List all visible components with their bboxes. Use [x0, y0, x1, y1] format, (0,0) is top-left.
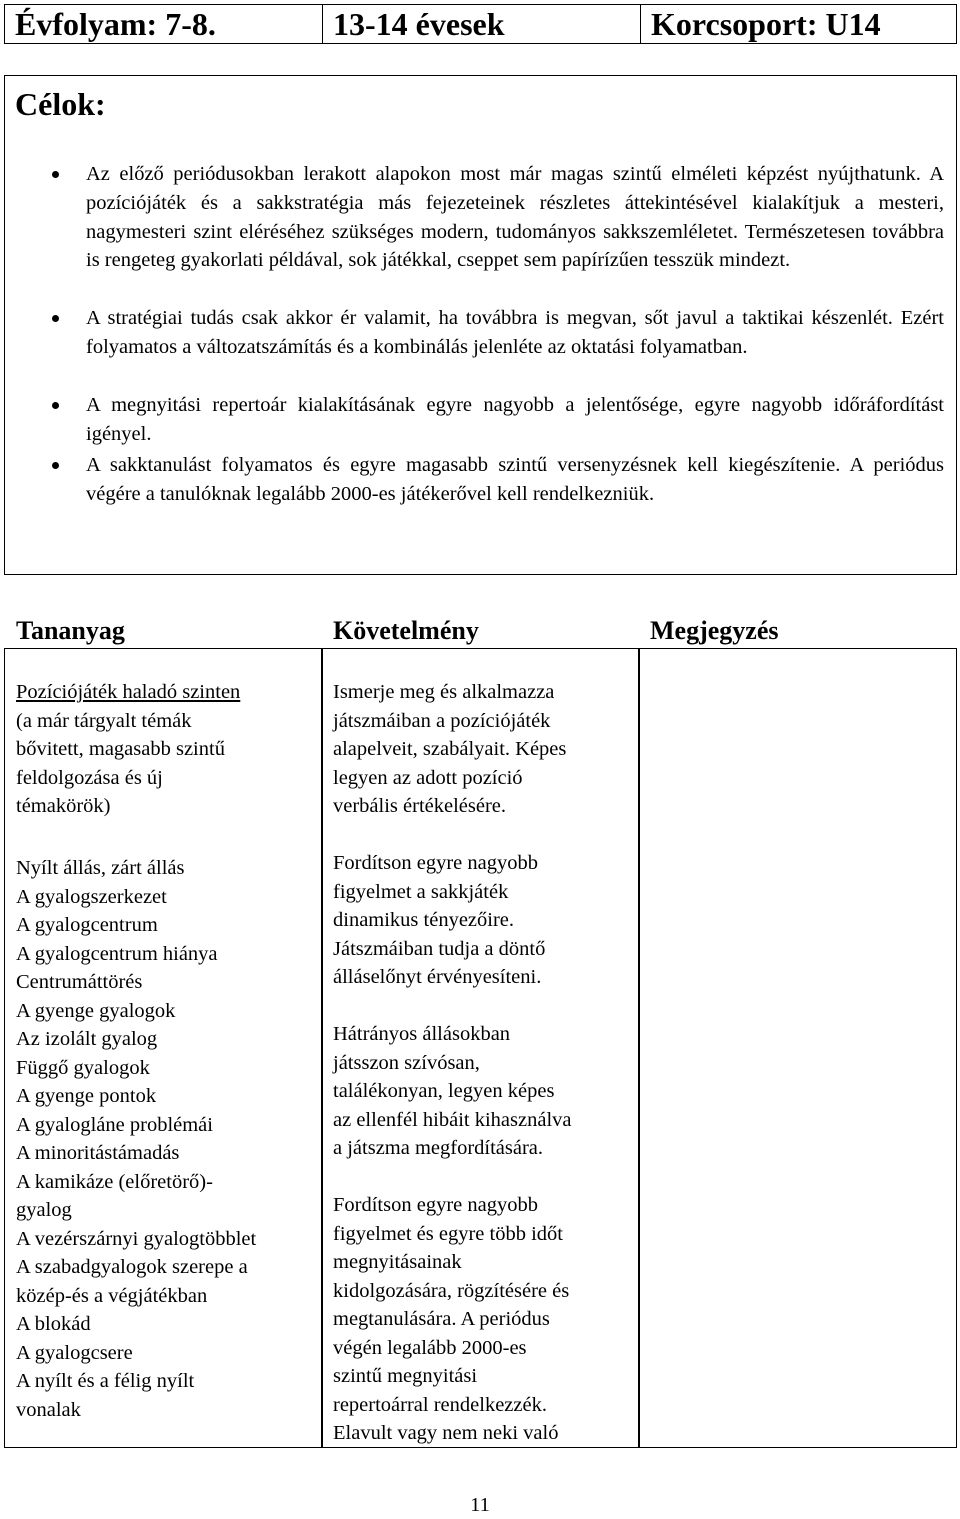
requirement-line: Elavult vagy nem neki való	[333, 1422, 559, 1444]
requirement-line: kidolgozására, rögzítésére és	[333, 1279, 570, 1302]
requirement-line: megtanulására. A periódus	[333, 1308, 550, 1330]
requirement-line: játsszon szívósan,	[333, 1051, 480, 1074]
topic-intro-line: (a már tárgyalt témák	[16, 709, 192, 732]
requirement-line: figyelmet és egyre több időt	[333, 1222, 563, 1245]
goal-text: A megnyitási repertoár kialakításának egyre nagyobb a jelentősége, egyre nagyobb időráfordítást igényel.	[86, 394, 944, 445]
requirement-line: az ellenfél hibáit kihasználva	[333, 1108, 572, 1131]
requirement-line: álláselőnyt érvényesíteni.	[333, 966, 542, 988]
requirement-line: a játszma megfordítására.	[333, 1137, 544, 1159]
bullet-icon	[52, 171, 59, 178]
requirement-line: Fordítson egyre nagyobb	[333, 852, 538, 874]
topic-item: vonalak	[16, 1398, 81, 1421]
grade-cell: Évfolyam: 7-8.	[5, 5, 323, 43]
requirement-block	[333, 678, 566, 821]
requirement-block	[333, 849, 545, 992]
requirement-block	[333, 1191, 569, 1448]
column-header-tananyag: Tananyag	[16, 616, 125, 645]
goal-item	[86, 304, 944, 362]
topic-intro-line: bővitett, magasabb szintű	[16, 738, 225, 760]
topic-item: A blokád	[16, 1313, 91, 1335]
requirement-line: legyen az adott pozíció	[333, 766, 523, 789]
header-table	[4, 4, 957, 44]
requirement-line: Fordítson egyre nagyobb	[333, 1194, 538, 1216]
goal-item	[86, 160, 944, 275]
topic-item: A gyenge pontok	[16, 1085, 157, 1107]
requirement-line: szintű megnyitási	[333, 1365, 478, 1387]
topic-item: A gyenge gyalogok	[16, 999, 176, 1022]
age-cell: 13-14 évesek	[323, 5, 641, 43]
age-group-cell: Korcsoport: U14	[651, 6, 881, 42]
requirement-line: figyelmet a sakkjáték	[333, 880, 509, 903]
topic-title: Pozíciójáték haladó szinten	[16, 681, 241, 703]
column-header-megjegyzes: Megjegyzés	[650, 616, 779, 645]
topic-item: A gyalogláne problémái	[16, 1113, 213, 1136]
topic-list	[16, 854, 256, 1424]
topic-item: A minoritástámadás	[16, 1142, 180, 1164]
column-divider	[638, 648, 640, 1448]
requirement-line: találékonyan, legyen képes	[333, 1080, 555, 1102]
goal-item	[86, 451, 944, 509]
topic-item: A gyalogszerkezet	[16, 885, 167, 908]
goal-text: A stratégiai tudás csak akkor ér valamit, ha továbbra is megvan, sőt javul a taktikai készenlét. Ezért folyamatos a változatszámítás és a kombinálás jelenléte az oktatási folyamatban.	[86, 307, 944, 358]
topic-item: A kamikáze (előretörő)-	[16, 1170, 213, 1193]
bullet-icon	[52, 402, 59, 409]
topic-item: közép-és a végjátékban	[16, 1284, 208, 1307]
bullet-icon	[52, 462, 59, 469]
goals-title: Célok:	[15, 86, 106, 122]
topic-item: A szabadgyalogok szerepe a	[16, 1256, 248, 1278]
page-number: 11	[470, 1494, 490, 1516]
requirement-line: repertoárral rendelkezzék.	[333, 1393, 547, 1416]
goal-text: Az előző periódusokban lerakott alapokon most már magas szintű elméleti képzést nyújthatunk. A pozíciójáték és a sakkstratégia más fejezeteinek részletes áttekintésével kialakítjuk a mesteri, nagymesteri szint eléréséhez szükséges modern, tudományos sakkszemléletet. Természetesen továbbra is rengeteg gyakorlati példával, sok játékkal, cseppet sem papírízűen tesszük mindezt.	[86, 163, 944, 272]
column-header-kovetelmeny: Követelmény	[333, 616, 479, 645]
topic-item: Nyílt állás, zárt állás	[16, 857, 185, 879]
topic-item: gyalog	[16, 1199, 72, 1221]
bullet-icon	[52, 315, 59, 322]
topic-item: A vezérszárnyi gyalogtöbblet	[16, 1227, 257, 1250]
topic-item: A gyalogcsere	[16, 1341, 133, 1364]
topic-item: A gyalogcentrum	[16, 914, 158, 936]
column-divider	[321, 648, 323, 1448]
topic-item: Centrumáttörés	[16, 971, 143, 993]
requirement-line: Játszmáiban tudja a döntő	[333, 937, 546, 960]
topic-intro-line: témakörök)	[16, 795, 111, 817]
goal-text: A sakktanulást folyamatos és egyre magasabb szintű versenyzésnek kell kiegészítenie. A periódus végére a tanulóknak legalább 2000-es játékerővel kell rendelkezniük.	[86, 454, 944, 505]
requirement-line: megnyitásainak	[333, 1251, 462, 1273]
requirement-line: végén legalább 2000-es	[333, 1336, 527, 1359]
requirement-line: dinamikus tényezőire.	[333, 909, 515, 931]
goal-item	[86, 391, 944, 449]
topic-item: A nyílt és a félig nyílt	[16, 1370, 195, 1392]
requirement-line: játszmáiban a pozíciójáték	[333, 709, 551, 732]
requirement-block	[333, 1020, 571, 1163]
topic-item: Függő gyalogok	[16, 1056, 150, 1079]
requirement-line: alapelveit, szabályait. Képes	[333, 738, 567, 760]
topic-item: A gyalogcentrum hiánya	[16, 942, 218, 965]
topic-intro-line: feldolgozása és új	[16, 766, 163, 789]
requirement-line: verbális értékelésére.	[333, 795, 507, 817]
requirement-line: Hátrányos állásokban	[333, 1023, 511, 1045]
requirement-line: Ismerje meg és alkalmazza	[333, 681, 555, 703]
tananyag-column	[16, 678, 240, 821]
topic-item: Az izolált gyalog	[16, 1028, 158, 1050]
